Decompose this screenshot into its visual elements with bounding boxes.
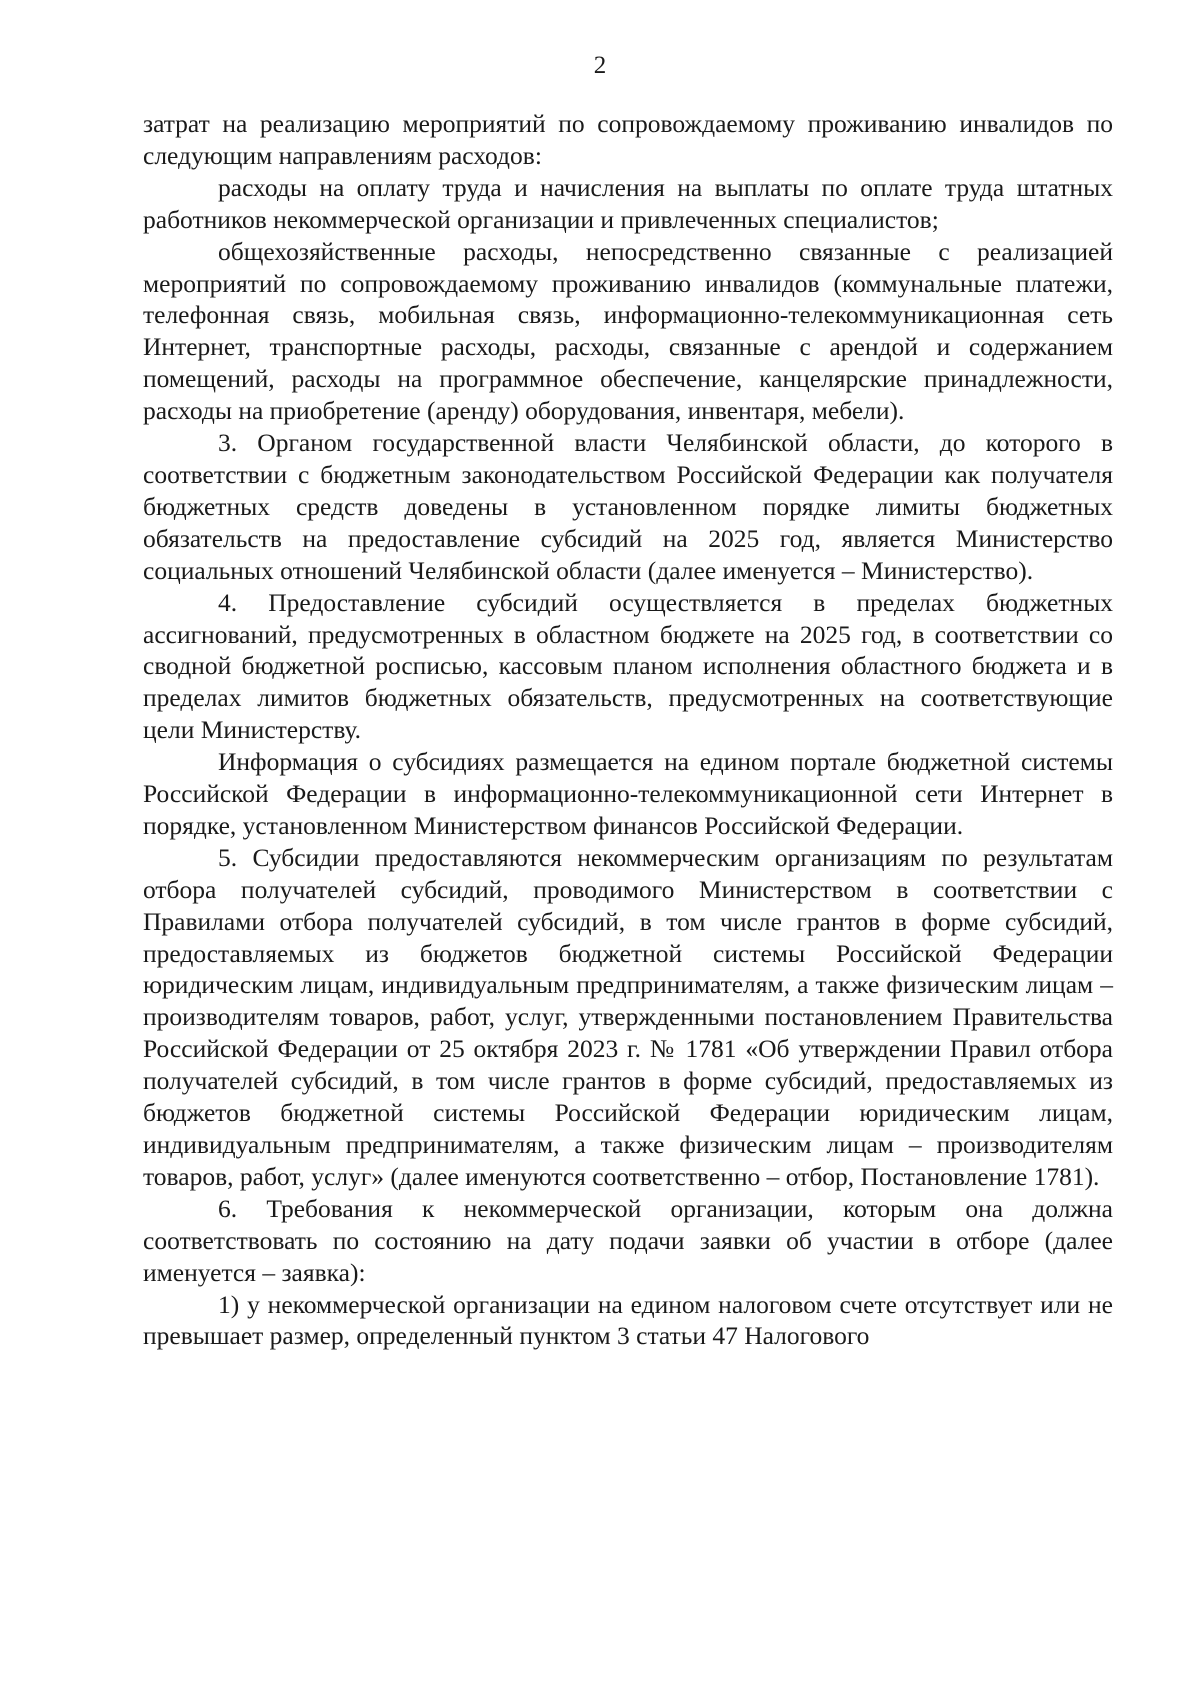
- paragraph-item-4: 4. Предоставление субсидий осуществляется в пределах бюджетных ассигнований, предусмотренных в областном бюджете на 2025 год, в соответствии со сводной бюджетной росписью, кассовым планом исполнения областного бюджета и в пределах лимитов бюджетных обязательств, предусмотренных на соответствующие цели Министерству.: [143, 587, 1113, 745]
- paragraph-portal-info: Информация о субсидиях размещается на едином портале бюджетной системы Российской Федерации в информационно-телекоммуникационной сети Интернет в порядке, установленном Министерством финансов Российской Федерации.: [143, 747, 1113, 840]
- paragraph-item-6: 6. Требования к некоммерческой организации, которым она должна соответствовать по состоянию на дату подачи заявки об участии в отборе (далее именуется – заявка):: [143, 1193, 1113, 1287]
- page-number: 2: [593, 52, 607, 79]
- paragraph-labor-costs: расходы на оплату труда и начисления на выплаты по оплате труда штатных работников некоммерческой организации и привлеченных специалистов;: [143, 172, 1113, 234]
- paragraph-item-6-1: 1) у некоммерческой организации на едином налоговом счете отсутствует или не превышает размер, определенный пунктом 3 статьи 47 Налогового: [143, 1289, 1113, 1351]
- paragraph-item-3: 3. Органом государственной власти Челябинской области, до которого в соответствии с бюджетным законодательством Российской Федерации как получателя бюджетных средств доведены в установленном порядке лимиты бюджетных обязательств на предоставление субсидий на 2025 год, является Министерство социальных отношений Челябинской области (далее именуется – Министерство).: [143, 428, 1113, 585]
- document-body: [143, 108, 1113, 1352]
- paragraph-expense-directions: затрат на реализацию мероприятий по сопровождаемому проживанию инвалидов по следующим направлениям расходов:: [143, 109, 1113, 170]
- paragraph-item-5: 5. Субсидии предоставляются некоммерческим организациям по результатам отбора получателей субсидий, проводимого Министерством в соответствии с Правилами отбора получателей субсидий, в том числе грантов в форме субсидий, предоставляемых из бюджетов бюджетной системы Российской Федерации юридическим лицам, индивидуальным предпринимателям, а также физическим лицам – производителям товаров, работ, услуг, утвержденными постановлением Правительства Российской Федерации от 25 октября 2023 г. № 1781 «Об утверждении Правил отбора получателей субсидий, в том числе грантов в форме субсидий, предоставляемых из бюджетов бюджетной системы Российской Федерации юридическим лицам, индивидуальным предпринимателям, а также физическим лицам – производителям товаров, работ, услуг» (далее именуются соответственно – отбор, Постановление 1781).: [143, 842, 1113, 1191]
- paragraph-general-expenses: общехозяйственные расходы, непосредственно связанные с реализацией мероприятий по сопровождаемому проживанию инвалидов (коммунальные платежи, телефонная связь, мобильная связь, информационно-телекоммуникационная сеть Интернет, транспортные расходы, расходы, связанные с арендой и содержанием помещений, расходы на программное обеспечение, канцелярские принадлежности, расходы на приобретение (аренду) оборудования, инвентаря, мебели).: [143, 236, 1113, 426]
